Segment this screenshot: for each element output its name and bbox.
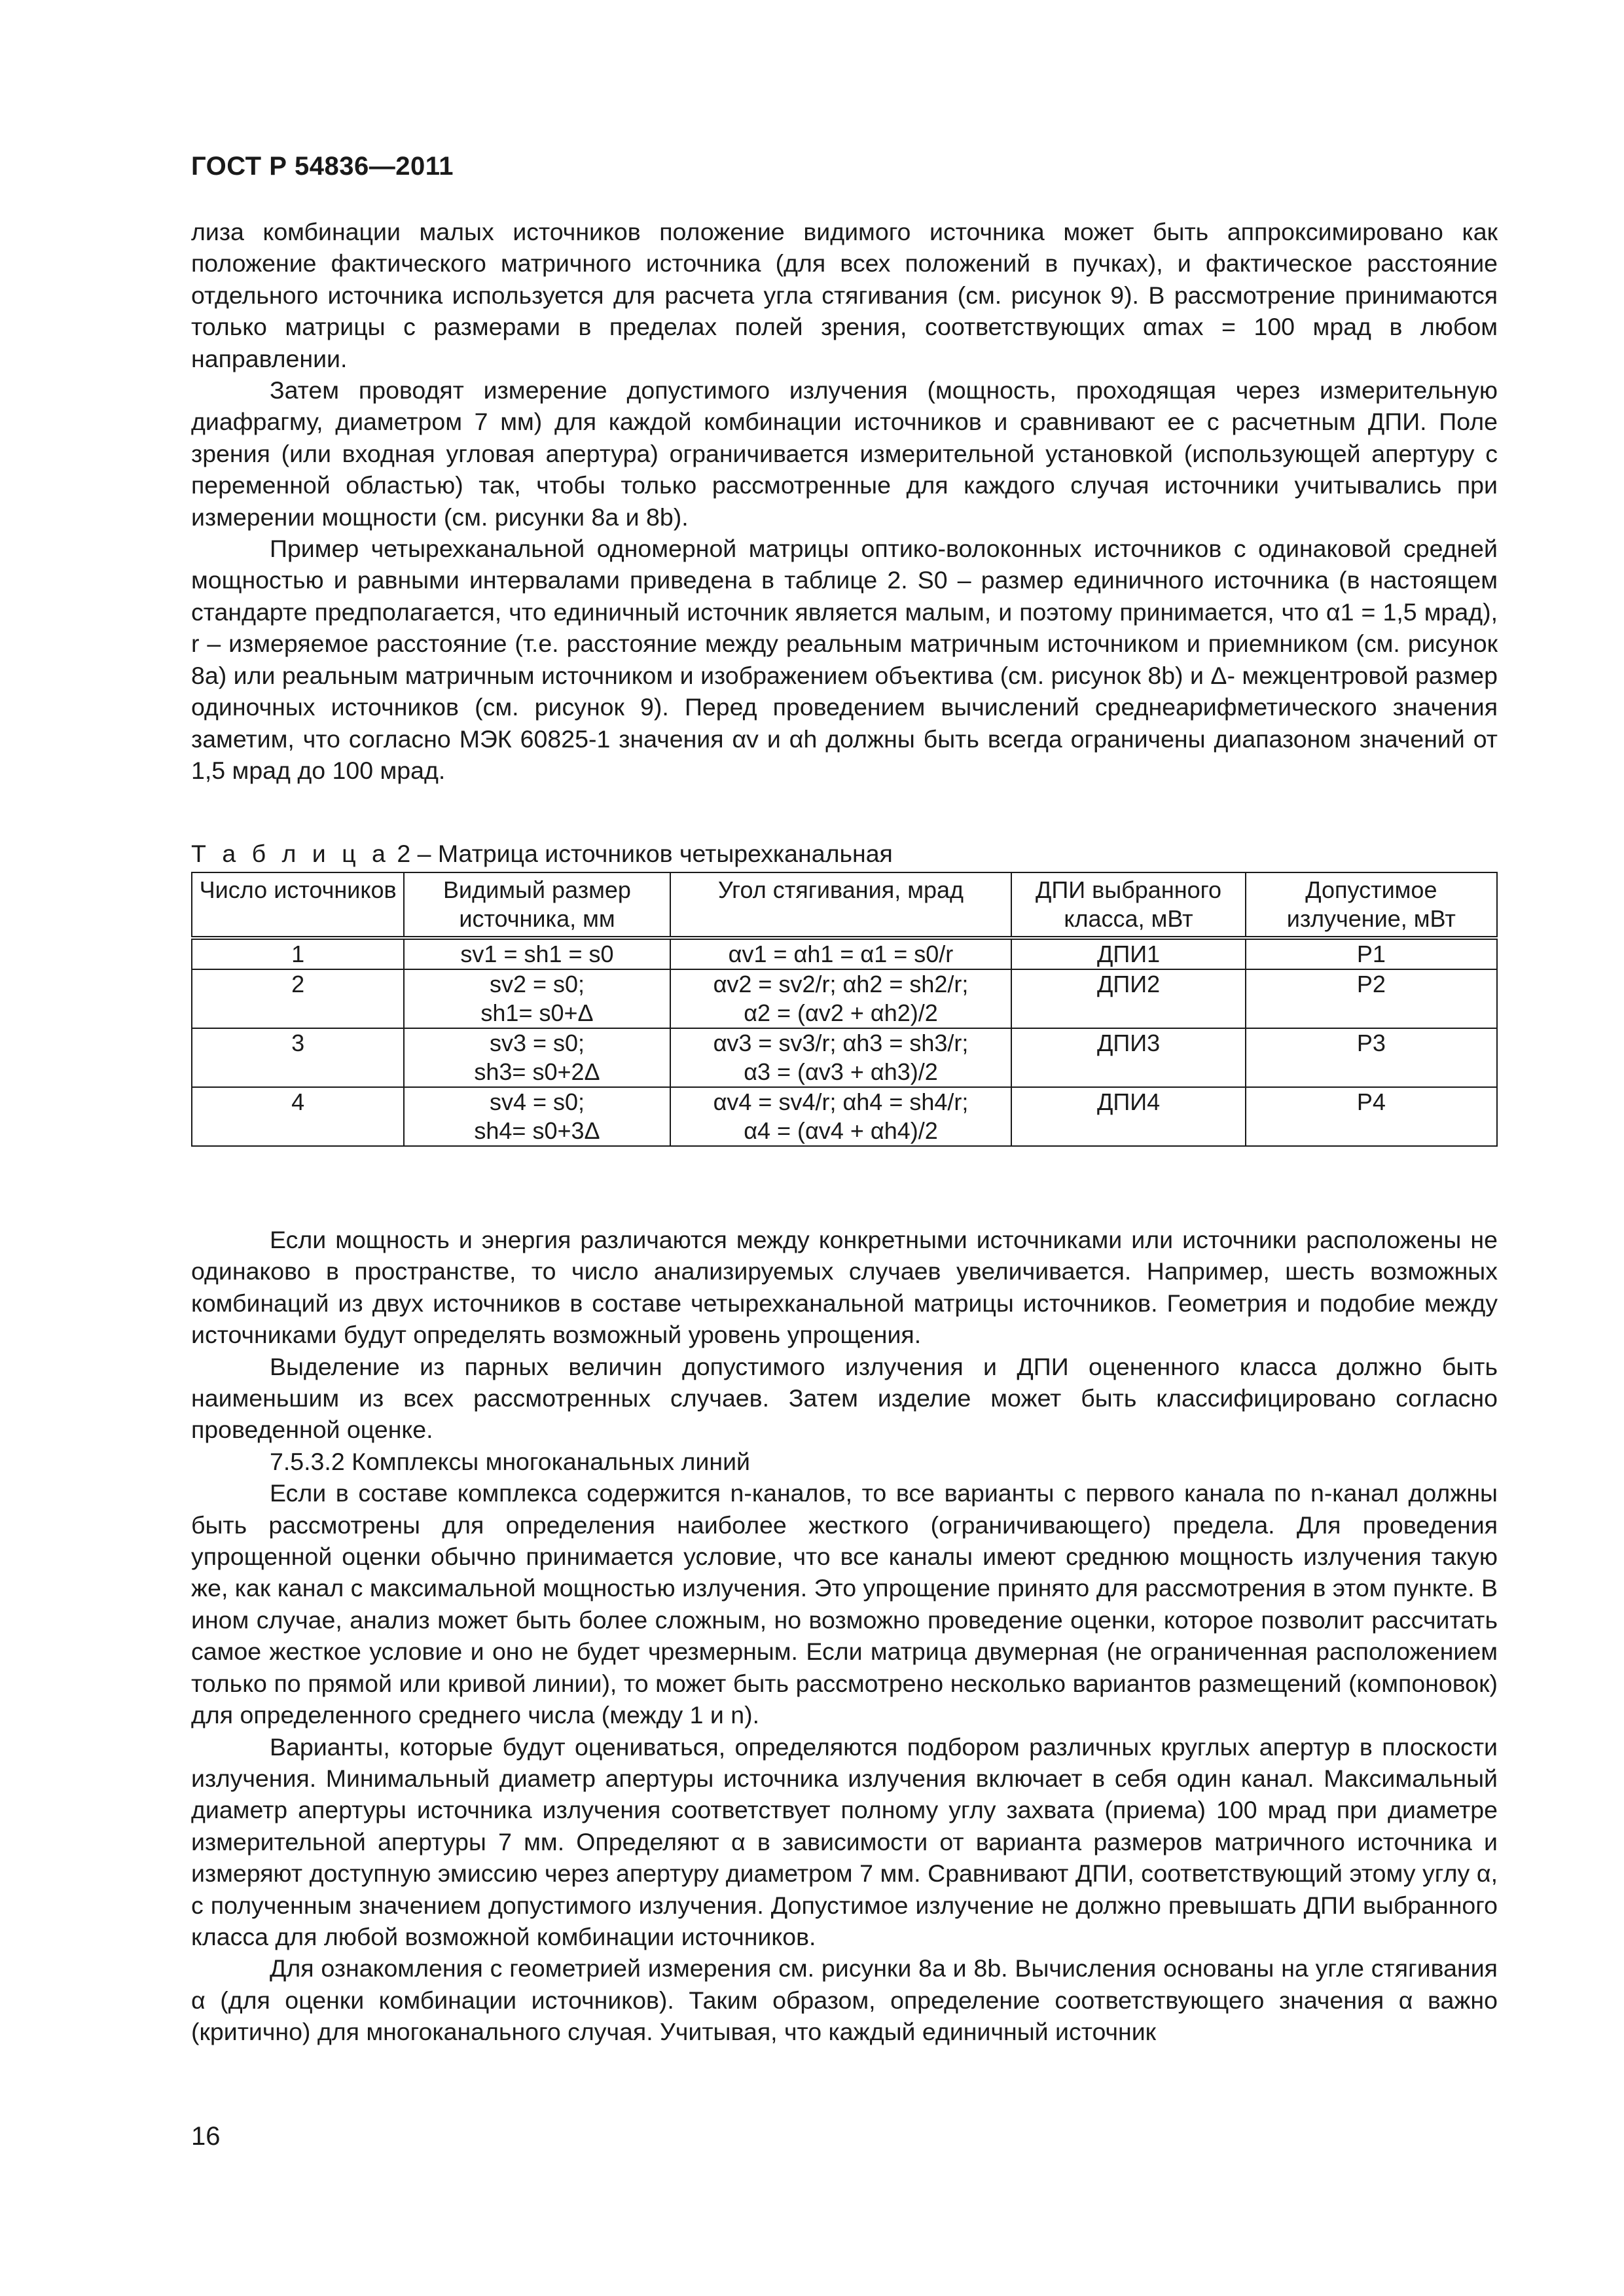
cell-size (404, 969, 670, 1028)
table-row (192, 969, 1497, 1028)
cell-line: sh1= s0+Δ (480, 999, 594, 1026)
cell-dpi: ДПИ3 (1011, 1028, 1245, 1087)
cell-angle (670, 1087, 1012, 1146)
cell-line: sv1 = sh1 = s0 (460, 941, 614, 967)
header-cell: Число источников (192, 872, 404, 938)
table-header-row (192, 872, 1497, 938)
cell-angle (670, 969, 1012, 1028)
cell-line: sh3= s0+2Δ (474, 1058, 600, 1085)
table-row (192, 938, 1497, 969)
cell-angle (670, 1028, 1012, 1087)
cell-size (404, 1087, 670, 1146)
header-cell: ДПИ выбранного класса, мВт (1011, 872, 1245, 938)
paragraph-variants: Варианты, которые будут оцениваться, определяются подбором различных круглых апертур в плоскости излучения. Минимальный диаметр апертуры источника излучения включает в себя один канал. Максимальный диаметр апертуры источника излучения соответствует полному углу захвата (приема) 100 мрад при диаметре измерительной апертуры 7 мм. Определяют α в зависимости от варианта размеров матричного источника и измеряют доступную эмиссию через апертуру диаметром 7 мм. Сравнивают ДПИ, соответствующий этому углу α, с полученным значением допустимого излучения. Допустимое излучение не должно превышать ДПИ выбранного класса для любой возможной комбинации источников. (191, 1732, 1498, 1950)
source-matrix-table (191, 872, 1498, 1147)
paragraph-continuation: лиза комбинации малых источников положение видимого источника может быть аппроксимировано как положение фактического матричного источника (для всех положений в пучках), и фактическое расстояние отдельного источника используется для расчета угла стягивания (см. рисунок 9). В рассмотрение принимаются только матрицы с размерами в пределах полей зрения, соответствующих αmax = 100 мрад в любом направлении. (191, 218, 1498, 372)
cell-count: 2 (192, 969, 404, 1028)
cell-line: αv3 = sv3/r; αh3 = sh3/r; (713, 1030, 969, 1056)
text-block-top (191, 216, 1498, 786)
cell-line: α3 = (αv3 + αh3)/2 (744, 1058, 938, 1085)
cell-count: 3 (192, 1028, 404, 1087)
table-row (192, 1087, 1497, 1146)
cell-power: P3 (1246, 1028, 1497, 1087)
header-cell: Допустимое излучение, мВт (1246, 872, 1497, 938)
cell-line: αv1 = αh1 = α1 = s0/r (728, 941, 954, 967)
cell-power: P4 (1246, 1087, 1497, 1146)
cell-dpi: ДПИ2 (1011, 969, 1245, 1028)
cell-line: sv2 = s0; (489, 971, 585, 997)
header-cell: Видимый размер источника, мм (404, 872, 670, 938)
paragraph-measurement: Затем проводят измерение допустимого излучения (мощность, проходящая через измерительную диафрагму, диаметром 7 мм) для каждой комбинации источников и сравнивают ее с расчетным ДПИ. Поле зрения (или входная угловая апертура) ограничивается измерительной установкой (использующей апертуру с переменной областью) так, чтобы только рассмотренные для каждого случая источники учитывались при измерении мощности (см. рисунки 8a и 8b). (191, 376, 1498, 531)
cell-line: αv2 = sv2/r; αh2 = sh2/r; (713, 971, 969, 997)
cell-power: P1 (1246, 938, 1497, 969)
table-row (192, 1028, 1497, 1087)
cell-line: sh4= s0+3Δ (474, 1117, 600, 1144)
cell-line: α2 = (αv2 + αh2)/2 (744, 999, 938, 1026)
cell-angle (670, 938, 1012, 969)
cell-dpi: ДПИ4 (1011, 1087, 1245, 1146)
cell-size (404, 938, 670, 969)
paragraph-n-channels: Если в составе комплекса содержится n-каналов, то все варианты с первого канала по n-канал должны быть рассмотрены для определения наиболее жесткого (ограничивающего) предела. Для проведения упрощенной оценки обычно принимается условие, что все каналы имеют среднюю мощность излучения такую же, как канал с максимальной мощностью излучения. Это упрощение принято для рассмотрения в этом пункте. В ином случае, анализ может быть более сложным, но возможно проведение оценки, которое позволит рассчитать самое жесткое условие и оно не будет чрезмерным. Если матрица двумерная (не ограниченная расположением только по прямой или кривой линии), то может быть рассмотрено несколько вариантов размещений (компоновок) для определенного среднего числа (между 1 и n). (191, 1479, 1498, 1729)
cell-dpi: ДПИ1 (1011, 938, 1245, 969)
cell-size (404, 1028, 670, 1087)
table-caption-prefix: Т а б л и ц а (191, 840, 390, 867)
paragraph-geometry: Для ознакомления с геометрией измерения см. рисунки 8a и 8b. Вычисления основаны на угле стягивания α (для оценки комбинации источников). Таким образом, определение соответствующего значения α важно (критично) для многоканального случая. Учитывая, что каждый единичный источник (191, 1954, 1498, 2046)
paragraph-power-energy: Если мощность и энергия различаются между конкретными источниками или источники расположены не одинаково в пространстве, то число анализируемых случаев увеличивается. Например, шесть возможных комбинаций из двух источников в составе четырехканальной матрицы источников. Геометрия и подобие между источниками будут определять возможный уровень упрощения. (191, 1226, 1498, 1349)
standard-header: ГОСТ Р 54836—2011 (191, 152, 454, 181)
paragraph-example: Пример четырехканальной одномерной матрицы оптико-волоконных источников с одинаковой средней мощностью и равными интервалами приведена в таблице 2. S0 – размер единичного источника (в настоящем стандарте предполагается, что единичный источник является малым, и поэтому принимается, что α1 = 1,5 мрад), r – измеряемое расстояние (т.е. расстояние между реальным матричным источником и приемником (см. рисунок 8a) или реальным матричным источником и изображением объектива (см. рисунок 8b) и Δ- межцентровой размер одиночных источников (см. рисунок 9). Перед проведением вычислений среднеарифметического значения заметим, что согласно МЭК 60825-1 значения αv и αh должны быть всегда ограничены диапазоном значений от 1,5 мрад до 100 мрад. (191, 535, 1498, 784)
cell-line: αv4 = sv4/r; αh4 = sh4/r; (713, 1088, 969, 1115)
table-caption-text: 2 – Матрица источников четырехканальная (389, 840, 893, 867)
table-caption (191, 839, 893, 868)
cell-line: α4 = (αv4 + αh4)/2 (744, 1117, 938, 1144)
cell-power: P2 (1246, 969, 1497, 1028)
paragraph-selection: Выделение из парных величин допустимого излучения и ДПИ оцененного класса должно быть наименьшим из всех рассмотренных случаев. Затем изделие может быть классифицировано согласно проведенной оценке. (191, 1352, 1498, 1444)
cell-count: 4 (192, 1087, 404, 1146)
cell-count: 1 (192, 938, 404, 969)
section-heading: 7.5.3.2 Комплексы многоканальных линий (270, 1447, 750, 1475)
page-number: 16 (191, 2122, 221, 2151)
header-cell: Угол стягивания, мрад (670, 872, 1012, 938)
cell-line: sv3 = s0; (489, 1030, 585, 1056)
cell-line: sv4 = s0; (489, 1088, 585, 1115)
text-block-bottom (191, 1224, 1498, 2048)
